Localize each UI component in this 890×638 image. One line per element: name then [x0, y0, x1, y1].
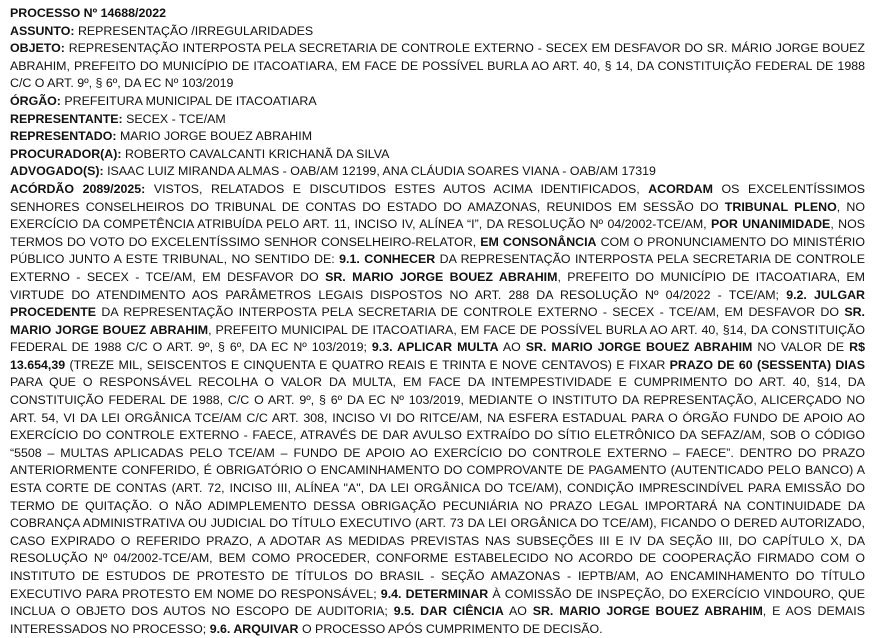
procurador-value: ROBERTO CAVALCANTI KRICHANÃ DA SILVA — [124, 146, 390, 161]
document-page — [10, 5, 865, 638]
acordao-text: , PREFEITO DO MUNICÍPIO DE ITACOATIARA, EM VIRTUDE DO ATENDIMENTO AOS PARÂMETROS LEGAIS DISPOSTOS NO ART. 288 DA RESOLUÇÃO Nº 04/2022 - TCE/AM; — [10, 269, 865, 302]
acordao-bold: SR. MARIO JORGE BOUEZ ABRAHIM — [525, 340, 753, 355]
assunto-label: ASSUNTO: — [10, 23, 75, 38]
assunto-value: REPRESENTAÇÃO /IRREGULARIDADES — [77, 23, 314, 38]
acordao-text: OS EXCELENTÍSSIMOS SENHORES CONSELHEIROS DO TRIBUNAL DE CONTAS DO ESTADO DO AMAZONAS, REUNIDOS EM SESSÃO DO — [10, 181, 865, 214]
item-9-4: 9.4. DETERMINAR — [380, 586, 489, 601]
acordao-text: VISTOS, RELATADOS E DISCUTIDOS ESTES AUTOS ACIMA IDENTIFICADOS, — [153, 181, 640, 196]
representante-label: REPRESENTANTE: — [10, 111, 123, 126]
representado-value: MARIO JORGE BOUEZ ABRAHIM — [119, 129, 313, 144]
representado-line — [10, 128, 865, 146]
procurador-line — [10, 146, 865, 164]
acordao-bold: SR. MARIO JORGE BOUEZ ABRAHIM — [325, 269, 558, 284]
item-9-3: 9.3. APLICAR MULTA — [371, 340, 499, 355]
acordao-bold: ACORDAM — [648, 181, 713, 196]
objeto-line — [10, 40, 865, 93]
acordao-text: DA REPRESENTAÇÃO INTERPOSTA PELA SECRETARIA DE CONTROLE EXTERNO - SECEX - TCE/AM, EM DESFAVOR DO — [101, 305, 839, 320]
procurador-label: PROCURADOR(A): — [10, 146, 122, 161]
acordao-paragraph — [10, 181, 865, 638]
item-9-2: 9.2. JULGAR PROCEDENTE — [10, 287, 865, 320]
acordao-text: , NO EXERCÍCIO DA COMPETÊNCIA ATRIBUÍDA PELO ART. 11, INCISO IV, ALÍNEA “I”, DA RESOLUÇÃO Nº 04/2002-TCE/AM, — [10, 199, 865, 232]
acordao-text: DA REPRESENTAÇÃO INTERPOSTA PELA SECRETARIA DE CONTROLE EXTERNO - SECEX - TCE/AM, EM DESFAVOR DO — [10, 252, 865, 284]
acordao-bold: SR. MARIO JORGE BOUEZ ABRAHIM — [10, 305, 865, 337]
assunto-line — [10, 23, 865, 41]
acordao-text: À COMISSÃO DE INSPEÇÃO, DO EXERCÍCIO VINDOURO, QUE INCLUA O OBJETO DOS AUTOS NO ESCOPO DE AUDITORIA; — [10, 586, 865, 619]
acordao-text: AO — [508, 604, 527, 619]
advogado-line — [10, 163, 865, 181]
orgao-line — [10, 93, 865, 111]
advogado-value: ISAAC LUIZ MIRANDA ALMAS - OAB/AM 12199, ANA CLÁUDIA SOARES VIANA - OAB/AM 17319 — [107, 164, 656, 179]
acordao-bold: SR. MARIO JORGE BOUEZ ABRAHIM — [532, 604, 763, 619]
acordao-text: AO — [502, 340, 521, 355]
acordao-bold: POR UNANIMIDADE — [711, 217, 831, 232]
fine-amount: R$ 13.654,39 — [10, 340, 865, 372]
acordao-text: , PREFEITO MUNICIPAL DE ITACOATIARA, EM FACE DE POSSÍVEL BURLA AO ART. 40, §14, DA CONSTITUIÇÃO FEDERAL DE 1988 C/C O ART. 9º, § 6º, DA EC Nº 103/2019; — [10, 322, 865, 355]
acordao-text: O PROCESSO APÓS CUMPRIMENTO DE DECISÃO. — [301, 621, 603, 636]
representante-value: SECEX - TCE/AM — [126, 111, 226, 126]
acordao-text: , NOS TERMOS DO VOTO DO EXCELENTÍSSIMO SENHOR CONSELHEIRO-RELATOR, — [10, 217, 865, 249]
objeto-value: REPRESENTAÇÃO INTERPOSTA PELA SECRETARIA DE CONTROLE EXTERNO - SECEX EM DESFAVOR DO SR. MÁRIO JORGE BOUEZ ABRAHIM, PREFEITO DO MUNICÍPIO DE ITACOATIARA, EM FACE DE POSSÍVEL BURLA AO ART. 40, § 14, DA CONSTITUIÇÃO FEDERAL DE 1988 C/C O ART. 9º, § 6º, DA EC Nº 103/2019 — [10, 41, 865, 91]
item-9-5: 9.5. DAR CIÊNCIA — [393, 604, 504, 619]
representante-line — [10, 111, 865, 129]
acordao-text: NO VALOR DE — [757, 340, 845, 355]
acordao-text: COM O PRONUNCIAMENTO DO MINISTÉRIO PÚBLICO JUNTO A ESTE TRIBUNAL, NO SENTIDO DE: — [10, 234, 865, 267]
acordao-bold: EM CONSONÂNCIA — [480, 234, 597, 249]
representado-label: REPRESENTADO: — [10, 129, 117, 144]
acordao-text: , E AOS DEMAIS INTERESSADOS NO PROCESSO; — [10, 604, 865, 636]
acordao-label: ACÓRDÃO 2089/2025: — [10, 181, 146, 196]
advogado-label: ADVOGADO(S): — [10, 164, 104, 179]
item-9-1: 9.1. CONHECER — [339, 252, 436, 267]
deadline: PRAZO DE 60 (SESSENTA) DIAS — [669, 357, 865, 372]
process-number: PROCESSO Nº 14688/2022 — [10, 6, 167, 20]
item-9-6: 9.6. ARQUIVAR — [209, 621, 299, 636]
acordao-text: (TREZE MIL, SEISCENTOS E CINQUENTA E QUATRO REAIS E TRINTA E NOVE CENTAVOS) E FIXAR — [69, 357, 666, 372]
objeto-label: OBJETO: — [10, 41, 65, 56]
orgao-label: ÓRGÃO: — [10, 93, 61, 108]
orgao-value: PREFEITURA MUNICIPAL DE ITACOATIARA — [64, 93, 317, 108]
acordao-text: PARA QUE O RESPONSÁVEL RECOLHA O VALOR DA MULTA, EM FACE DA INTEMPESTIVIDADE E CUMPRIMENTO DO ART. 40, §14, DA CONSTITUIÇÃO FEDERAL DE 1988, C/C O ART. 9º, § 6º DA EC Nº 103/2019, MEDIANTE O INSTITUTO DA REPRESENTAÇÃO, ALICERÇADO NO ART. 54, VI DA LEI ORGÂNICA TCE/AM C/C ART. 308, INCISO VI DO RITCE/AM, NA ESFERA ESTADUAL PARA O ÓRGÃO FUNDO DE APOIO AO EXERCÍCIO DO CONTROLE EXTERNO - FAECE, ATRAVÉS DE DAR AVULSO EXTRAÍDO DO SÍTIO ELETRÔNICO DA SEFAZ/AM, SOB O CÓDIGO “5508 – MULTAS APLICADAS PELO TCE/AM – FUNDO DE APOIO AO EXERCÍCIO DO CONTROLE EXTERNO – FAECE”. DENTRO DO PRAZO ANTERIORMENTE CONFERIDO, É OBRIGATÓRIO O ENCAMINHAMENTO DO COMPROVANTE DE PAGAMENTO (AUTENTICADO PELO BANCO) A ESTA CORTE DE CONTAS (ART. 72, INCISO III, ALÍNEA "A", DA LEI ORGÂNICA DO TCE/AM), CONDIÇÃO IMPRESCINDÍVEL PARA EMISSÃO DO TERMO DE QUITAÇÃO. O NÃO ADIMPLEMENTO DESSA OBRIGAÇÃO PECUNIÁRIA NO PRAZO LEGAL IMPORTARÁ NA CONTINUIDADE DA COBRANÇA ADMINISTRATIVA OU JUDICIAL DO TÍTULO EXECUTIVO (ART. 73 DA LEI ORGÂNICA DO TCE/AM), FICANDO O DERED AUTORIZADO, CASO EXPIRADO O REFERIDO PRAZO, A ADOTAR AS MEDIDAS PREVISTAS NAS SUBSEÇÕES III E IV DA SEÇÃO III, DO CAPÍTULO X, DA RESOLUÇÃO Nº 04/2002-TCE/AM, BEM COMO PROCEDER, CONFORME ESTABELECIDO NO ACORDO DE COOPERAÇÃO FIRMADO COM O INSTITUTO DE ESTUDOS DE PROTESTO DE TÍTULOS DO BRASIL - SEÇÃO AMAZONAS - IEPTB/AM, AO ENCAMINHAMENTO DO TÍTULO EXECUTIVO PARA PROTESTO EM NOME DO RESPONSÁVEL; — [10, 375, 865, 601]
acordao-bold: TRIBUNAL PLENO — [724, 199, 837, 214]
